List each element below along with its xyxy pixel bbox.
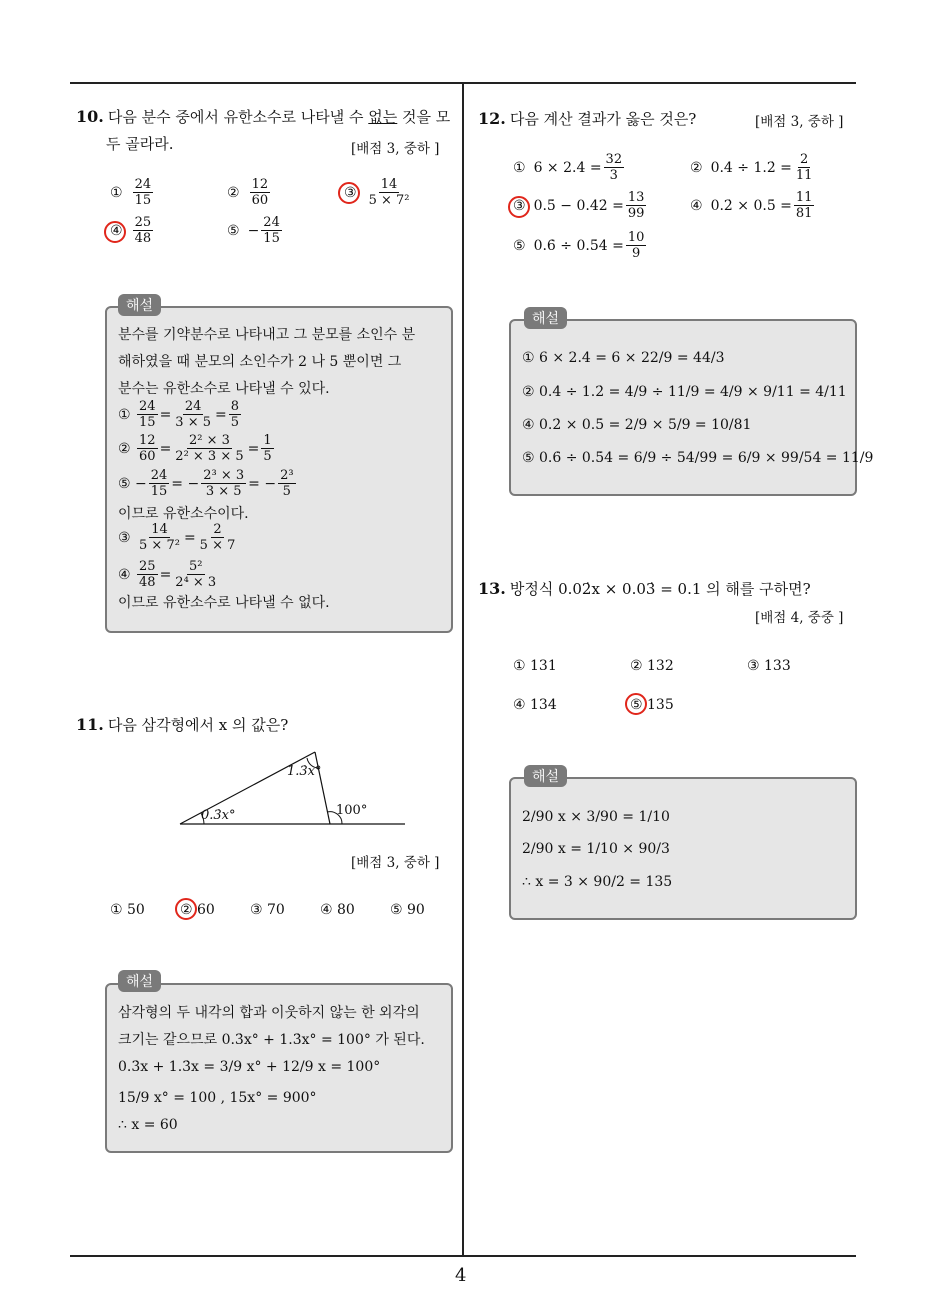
bottom-rule — [70, 1255, 856, 1257]
q11-angle-left-label: 0.3̇x° — [201, 808, 236, 823]
q13-title: 13. 방정식 0.02̇x × 0.03̇ = 0.1 의 해를 구하면? — [478, 579, 811, 598]
q10-title-line2: 두 골라라. — [106, 135, 174, 153]
q10-sol-line-1: 분수를 기약분수로 나타내고 그 분모를 소인수 분 — [118, 327, 416, 343]
q11-option-5[interactable]: ⑤ 90 — [390, 902, 425, 918]
page-number: 4 — [455, 1265, 467, 1286]
q10-title: 10. 다음 분수 중에서 유한소수로 나타낼 수 없는 것을 모 — [76, 107, 451, 126]
q13-sol-line-2: 2/90 x = 1/10 × 90/3 — [522, 841, 670, 857]
q10-option-2[interactable]: ② $\frac{12}{60}$ — [227, 177, 269, 208]
q11-sol-line-2: 크기는 같으므로 0.3̇x° + 1.3̇x° = 100° 가 된다. — [118, 1032, 425, 1048]
q13-solution-tag: 해설 — [524, 765, 567, 787]
q10-answer-circle-3 — [338, 182, 360, 204]
q10-sol-mid: 이므로 유한소수이다. — [118, 506, 249, 522]
q10-sol-eq1: ① $\frac{24}{15}$ = $\frac{24}{3 \times 5}$ = $\frac{8}{5}$ — [118, 399, 240, 430]
q12-option-2[interactable]: ② 0.4̇ ÷ 1.2̇ = $\frac{2}{11}$ — [690, 152, 813, 183]
q10-answer-circle-4 — [104, 221, 126, 243]
q11-angle-top-label: 1.3̇x° — [287, 764, 322, 779]
q13-option-5[interactable]: ⑤ 135 — [630, 697, 674, 713]
q12-sol-line-3: ④ 0.2̇ × 0.5̇ = 2/9 × 5/9 = 10/81 — [522, 417, 752, 433]
q13-answer-circle-5 — [625, 693, 647, 715]
q11-sol-line-1: 삼각형의 두 내각의 합과 이웃하지 않는 한 외각의 — [118, 1005, 420, 1021]
q12-solution-tag: 해설 — [524, 307, 567, 329]
q11-answer-circle-2 — [175, 898, 197, 920]
q10-solution-tag: 해설 — [118, 294, 161, 316]
q13-option-1[interactable]: ① 131 — [513, 658, 557, 674]
q11-sol-line-5: ∴ x = 60 — [118, 1117, 178, 1133]
q11-option-1[interactable]: ① 50 — [110, 902, 145, 918]
q12-option-5[interactable]: ⑤ 0.6̇ ÷ 0.5̇4̇ = $\frac{10}{9}$ — [513, 230, 645, 261]
q13-option-4[interactable]: ④ 134 — [513, 697, 557, 713]
q13-score: [배점 4, 중중 ] — [755, 610, 844, 626]
q12-answer-circle-3 — [508, 196, 530, 218]
q10-sol-eq2: ② $\frac{12}{60}$ = $\frac{\text{2² × 3}}{\text{2² × 3 × 5}}$ = $\frac{1}{5}$ — [118, 433, 272, 464]
q12-sol-line-4: ⑤ 0.6̇ ÷ 0.5̇4̇ = 6/9 ÷ 54/99 = 6/9 × 99/54 = 11/9 — [522, 450, 874, 466]
q12-title: 12. 다음 계산 결과가 옳은 것은? — [478, 109, 697, 128]
q11-title: 11. 다음 삼각형에서 x 의 값은? — [76, 715, 289, 734]
q12-option-3[interactable]: ③ 0.5̇ − 0.4̇2̇ = $\frac{13}{99}$ — [513, 190, 645, 221]
q11-option-4[interactable]: ④ 80 — [320, 902, 355, 918]
q10-sol-end: 이므로 유한소수로 나타낼 수 없다. — [118, 595, 330, 611]
q10-score: [배점 3, 중하 ] — [351, 141, 440, 157]
q13-sol-line-3: ∴ x = 3 × 90/2 = 135 — [522, 874, 673, 890]
q10-sol-line-2: 해하였을 때 분모의 소인수가 2 나 5 뿐이면 그 — [118, 354, 402, 370]
q12-sol-line-1: ① 6 × 2.4̇ = 6 × 22/9 = 44/3 — [522, 350, 725, 366]
q12-sol-line-2: ② 0.4̇ ÷ 1.2̇ = 4/9 ÷ 11/9 = 4/9 × 9/11 = 4/11 — [522, 384, 847, 400]
column-divider — [462, 83, 464, 1256]
q13-option-3[interactable]: ③ 133 — [747, 658, 791, 674]
q10-sol-eq4: ④ $\frac{25}{48}$ = $\frac{\text{5²}}{\text{2⁴ × 3}}$ — [118, 559, 217, 590]
q11-option-3[interactable]: ③ 70 — [250, 902, 285, 918]
q13-number: 13. — [478, 579, 506, 598]
q10-sol-line-3: 분수는 유한소수로 나타낼 수 있다. — [118, 381, 330, 397]
q11-number: 11. — [76, 715, 104, 734]
q12-option-1[interactable]: ① 6 × 2.4̇ = $\frac{32}{3}$ — [513, 152, 623, 183]
q11-sol-line-3: 0.3̇x + 1.3̇x = 3/9 x° + 12/9 x = 100° — [118, 1059, 381, 1075]
q11-solution-tag: 해설 — [118, 970, 161, 992]
q12-solution-box — [509, 319, 857, 496]
q10-sol-eq5: ⑤ − $\frac{24}{15}$ = − $\frac{\text{2³ × 3}}{3 \times 5}$ = − $\frac{\text{2³}}{5}$ — [118, 468, 294, 499]
q11-score: [배점 3, 중하 ] — [351, 855, 440, 871]
q12-option-4[interactable]: ④ 0.2̇ × 0.5̇ = $\frac{11}{81}$ — [690, 190, 813, 221]
q10-option-5[interactable]: ⑤ − $\frac{24}{15}$ — [227, 215, 280, 246]
q12-score: [배점 3, 중하 ] — [755, 114, 844, 130]
q13-sol-line-1: 2/90 x × 3/90 = 1/10 — [522, 809, 670, 825]
q10-number: 10. — [76, 107, 104, 126]
q10-option-4[interactable]: ④ $\frac{25}{48}$ — [110, 215, 152, 246]
q10-option-1[interactable]: ① $\frac{24}{15}$ — [110, 177, 152, 208]
q11-option-2[interactable]: ② 60 — [180, 902, 215, 918]
q10-sol-eq3: ③ $\frac{14}{\text{5 × 7²}}$ = $\frac{2}{5 \times 7}$ — [118, 522, 236, 553]
q11-angle-ext-label: 100° — [336, 803, 368, 818]
q13-option-2[interactable]: ② 132 — [630, 658, 674, 674]
q10-option-3[interactable]: ③ $\frac{14}{\text{5 × 7²}}$ — [344, 177, 410, 208]
q12-number: 12. — [478, 109, 506, 128]
q11-sol-line-4: 15/9 x° = 100 , 15x° = 900° — [118, 1090, 317, 1106]
